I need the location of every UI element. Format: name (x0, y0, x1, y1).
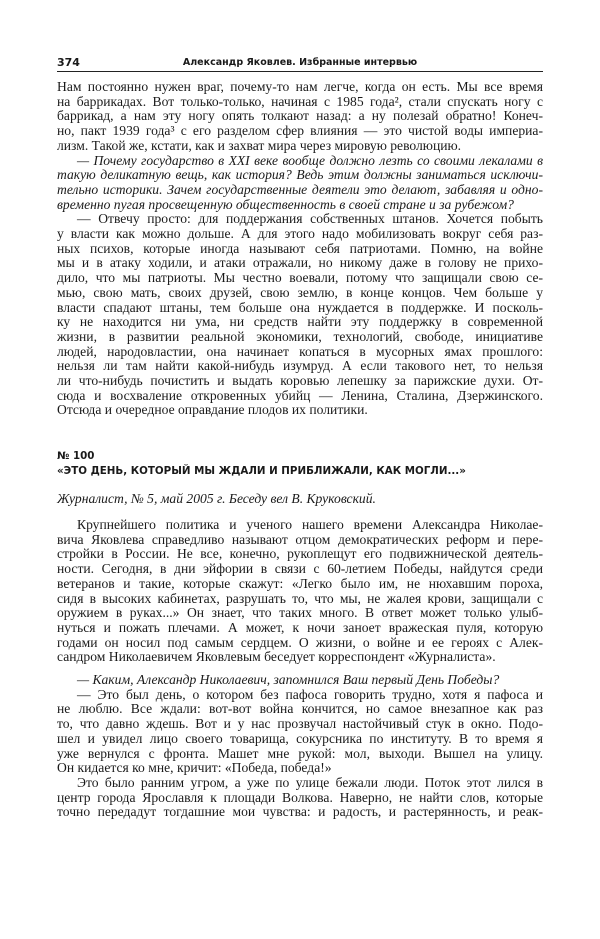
paragraph-intro-answer (57, 80, 543, 154)
text-line: временно пугая просвещенную общественность в своей стране и за рубежом? (57, 196, 514, 212)
text-line: дило, что мы патриоты. Мы честно воевали, потому что защищали свою се- (57, 270, 543, 286)
text-line: — Почему государство в XXI веке вообще должно лезть со своими лекалами в (77, 152, 543, 168)
text-line: Крупнейшего политика и ученого нашего времени Александра Николае- (77, 517, 543, 532)
text-line: годами он носил под самым сердцем. О жизни, о войне и ее героях с Алек- (57, 634, 543, 650)
section-title: «ЭТО ДЕНЬ, КОТОРЫЙ МЫ ЖДАЛИ И ПРИБЛИЖАЛИ, КАК МОГЛИ...» (57, 465, 466, 477)
text-line: ку не находится ни ума, ни средств найти эту поддержку в современной (57, 314, 543, 330)
page-number: 374 (57, 56, 80, 69)
intro-paragraph (57, 518, 543, 665)
text-line: точно передадут тогдашние мои чувства: и радость, и растерянность, и реак- (57, 804, 543, 820)
text-line: ных психов, которые иногда называют себя патриотами. Помню, на войне (57, 240, 543, 256)
question-2: — Каким, Александр Николаевич, запомнился Ваш первый День Победы? (77, 672, 500, 687)
source-line: Журналист, № 5, май 2005 г. Беседу вел В. Круковский. (57, 491, 376, 506)
running-header (57, 54, 543, 72)
text-line: на баррикадах. Вот только-только, начиная с 1985 года², стали спускать ногу с (57, 93, 543, 109)
text-line: нельзя ли там найти какой-нибудь изумруд. А если такового нет, то нельзя (57, 358, 543, 374)
text-line: ли что-нибудь почистить и выдать коровью лепешку за парижские духи. От- (57, 373, 543, 389)
text-line: такую деликатную вещь, как история? Ведь этим должны заниматься исключи- (57, 167, 543, 183)
text-line: оружием в руках...» Он знает, что таких много. В ответ может только улыб- (57, 605, 543, 621)
text-line: лизм. Такой же, кстати, как и захват мира через мировую революцию. (57, 137, 462, 153)
text-line: Это было ранним угром, а уже по улице бежали люди. Поток этот лился в (77, 774, 543, 790)
text-line: мью, свою мать, своих друзей, свою землю, в конце концов. Чем больше у (57, 284, 543, 300)
text-line: не люблю. Все ждали: вот-вот война кончится, но самое внезапное как раз (57, 701, 543, 717)
text-line: — Это был день, о котором без пафоса говорить трудно, хотя я пафоса и (77, 686, 543, 702)
text-line: но, пакт 1939 года³ с его разделом сфер влияния — это чистой воды империа- (57, 123, 543, 139)
text-line: — Отвечу просто: для поддержания собственных штанов. Хочется побыть (77, 211, 543, 227)
text-line: то, что давно ждешь. Вот и у нас прозвучал настойчивый стук в окно. Подо- (57, 716, 543, 732)
text-line: центр города Ярославля к площади Волкова. Наверно, не найти слов, которые (57, 789, 543, 805)
text-line: вича Яковлева справедливо называют отцом демократических реформ и пере- (57, 531, 543, 547)
text-line: баррикад, а нам эту ногу опять толкают назад: а ну полезай обратно! Конеч- (57, 108, 543, 124)
answer-2-continued (57, 776, 543, 820)
text-line: ности. Сегодня, в дни эйфории в связи с 60-летием Победы, найдутся среди (57, 561, 543, 577)
text-line: нуться и пожать плечами. А может, к ночи заноет вражеская пуля, которую (57, 619, 543, 635)
text-line: людей, народовластии, она начинает копаться в мусорных ямах прошлого: (57, 343, 543, 359)
text-line: уже вернулся с фронта. Машет мне рукой: мол, выходи. Вышел на улицу. (57, 745, 543, 761)
text-line: стройки в России. Не все, конечно, рукоплещут его подвижнической деятель- (57, 546, 543, 562)
text-line: Он кидается ко мне, кричит: «Победа, победа!» (57, 760, 332, 776)
text-line: мы и в атаку ходили, и атаки отражали, но никому даже в голову не прихо- (57, 255, 543, 271)
running-title: Александр Яковлев. Избранные интервью (182, 57, 418, 68)
text-line: жизни, в развитии реальной экономики, технологий, свободе, инициативе (57, 328, 543, 344)
answer-paragraph (57, 212, 543, 418)
text-line: власти спадают штаны, тем больше она нуждается в поддержке. И посколь- (57, 299, 543, 315)
section-number: № 100 (57, 450, 95, 462)
text-line: у власти как можно дольше. А для этого надо мобилизовать вокруг себя раз- (57, 226, 543, 241)
text-line: сюда и восхваление откровенных убийц — Ленина, Сталина, Дзержинского. (57, 387, 543, 403)
text-line: тельно историки. Зачем государственные деятели это делают, забавляя и одно- (57, 181, 543, 197)
text-line: Отсюда и очередное оправдание плодов их политики. (57, 402, 368, 418)
text-line: ветеранов и такие, которые скажут: «Легко было им, не нюхавшим пороха, (57, 575, 543, 591)
text-line: сидя в высоких кабинетах, разрушать то, что мы, не жалея крови, защищали с (57, 590, 543, 606)
answer-2 (57, 688, 543, 776)
text-line: шел и увидел лицо своего товарища, сокурсника по институту. В то время я (57, 730, 543, 746)
question-paragraph (57, 154, 543, 213)
text-line: сандром Николаевичем Яковлевым беседует корреспондент «Журналиста». (57, 649, 496, 665)
text-line: Нам постоянно нужен враг, почему-то нам легче, когда он есть. Мы все время (57, 79, 543, 94)
